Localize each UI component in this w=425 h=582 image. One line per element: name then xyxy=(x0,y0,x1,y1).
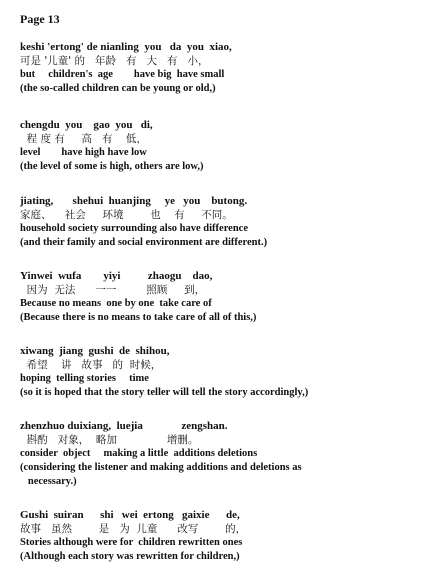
pinyin-line: jiating, shehui huanjing ye you butong. xyxy=(20,195,248,207)
hanzi-line: 可是 '儿童' 的 年龄 有 大 有 小， xyxy=(20,55,209,67)
hanzi-line: 程 度 有 高 有 低， xyxy=(20,133,147,145)
sentence-block-1 xyxy=(20,40,420,96)
pinyin-line: xiwang jiang gushi de shihou, xyxy=(20,345,170,357)
translation-line: (Because there is no means to take care of all of this,) xyxy=(20,312,257,323)
sentence-block-2 xyxy=(20,118,420,174)
translation-line: (the level of some is high, others are low,) xyxy=(20,161,204,172)
pinyin-line: Gushi suiran shi wei ertong gaixie de, xyxy=(20,509,240,521)
hanzi-line: 因为 无法 一一 照顾 到， xyxy=(20,284,206,296)
sentence-block-3 xyxy=(20,194,420,250)
translation-line: (Although each story was rewritten for children,) xyxy=(20,551,240,562)
gloss-line: Because no means one by one take care of xyxy=(20,298,212,309)
gloss-line: household society surrounding also have difference xyxy=(20,223,249,234)
page-number: Page 13 xyxy=(20,12,60,26)
pinyin-line: chengdu you gao you di, xyxy=(20,119,153,131)
hanzi-line: 家庭、 社会 环境 也 有 不同。 xyxy=(20,209,233,221)
gloss-line: but children's age have big have small xyxy=(20,69,225,80)
gloss-line: Stories although were for children rewritten ones xyxy=(20,537,243,548)
gloss-line: level have high have low xyxy=(20,147,147,158)
sentence-block-7 xyxy=(20,508,420,564)
sentence-block-5 xyxy=(20,344,420,400)
gloss-line: consider object making a little additions deletions xyxy=(20,448,258,459)
pinyin-line: keshi 'ertong' de nianling you da you xiao, xyxy=(20,41,232,53)
sentence-block-4 xyxy=(20,269,420,325)
pinyin-line: Yinwei wufa yiyi zhaogu dao, xyxy=(20,270,213,282)
translation-line-continued: necessary.) xyxy=(20,476,77,487)
sentence-block-6 xyxy=(20,419,420,489)
translation-line: (considering the listener and making additions and deletions as xyxy=(20,462,302,473)
hanzi-line: 故事 虽然 是 为 儿童 改写 的， xyxy=(20,523,247,535)
hanzi-line: 希望 讲 故事 的 时候， xyxy=(20,359,162,371)
translation-line: (the so-called children can be young or old,) xyxy=(20,83,216,94)
hanzi-line: 斟酌 对象， 略加 增删。 xyxy=(20,434,199,446)
translation-line: (so it is hoped that the story teller will tell the story accordingly,) xyxy=(20,387,309,398)
translation-line: (and their family and social environment are different.) xyxy=(20,237,268,248)
gloss-line: hoping telling stories time xyxy=(20,373,149,384)
pinyin-line: zhenzhuo duixiang, luejia zengshan. xyxy=(20,420,228,432)
